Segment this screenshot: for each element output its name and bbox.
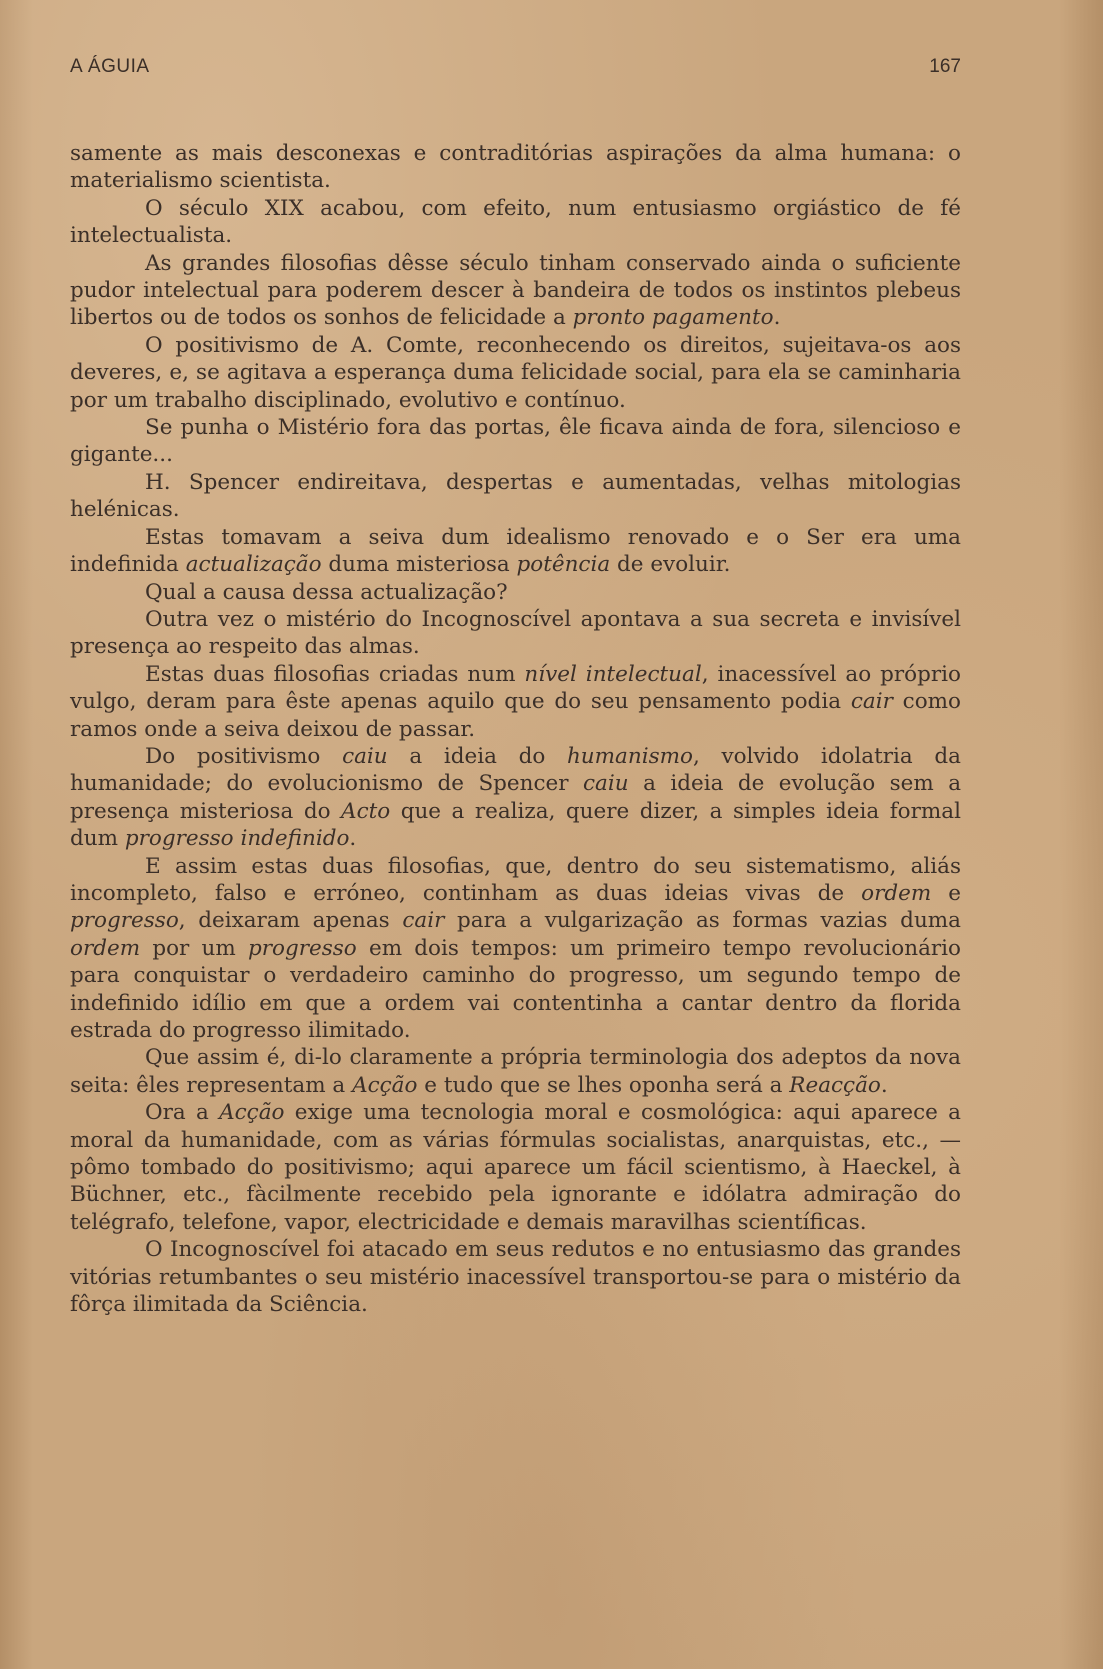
text-run: Se punha o Mistério fora das portas, êle ficava ainda de fora, silencioso e gigante... [70, 415, 961, 468]
text-run: As grandes filosofias dêsse século tinham conservado ainda o suficiente pudor intelectual para poderem descer à bandeira de todos os instintos plebeus libertos ou de todos os sonhos de felicidade a [70, 250, 961, 331]
italic-text-run: ordem [70, 935, 141, 961]
italic-text-run: ordem [861, 880, 932, 906]
paragraph [70, 853, 961, 1045]
text-run: exige uma tecnologia moral e cosmológica: aqui aparece a moral da humanidade, com as várias fórmulas socialistas, anarquistas, etc., — pômo tombado do positivismo; aqui aparece um fácil scientismo, à Haeckel, à Büchner, etc., fàcilmente recebido pela ignorante e idólatra admiração do telégrafo, telefone, vapor, electricidade e demais maravilhas scientíficas. [70, 1100, 961, 1235]
italic-text-run: humanismo [566, 743, 693, 769]
paragraph [70, 606, 961, 661]
italic-text-run: Reacção [789, 1072, 881, 1098]
italic-text-run: nível intelectual [524, 661, 702, 687]
italic-text-run: caiu [583, 771, 629, 797]
text-run: O positivismo de A. Comte, reconhecendo os direitos, sujeitava-os aos deveres, e, se agitava a esperança duma felicidade social, para ela se caminharia por um trabalho disciplinado, evolutivo e contínuo. [70, 332, 961, 413]
text-run: , inacessível ao próprio vulgo, deram para êste apenas aquilo que do seu pensamento podia [70, 661, 961, 715]
italic-text-run: progresso [247, 935, 357, 961]
italic-text-run: Acção [352, 1072, 418, 1098]
text-run: H. Spencer endireitava, despertas e aumentadas, velhas mitologias helénicas. [70, 469, 961, 523]
text-run: e tudo que se lhes oponha será a [417, 1072, 790, 1098]
text-run: e [931, 880, 961, 906]
italic-text-run: pronto pagamento [572, 305, 774, 331]
page-number: 167 [929, 56, 961, 77]
text-run: para a vulgarização as formas vazias duma [444, 908, 961, 934]
italic-text-run: progresso [70, 908, 179, 934]
paragraph [70, 469, 961, 524]
text-run: , deixaram apenas [178, 908, 403, 934]
text-run: que a realiza, quere dizer, a simples ideia formal dum [70, 798, 961, 852]
text-run: O Incognoscível foi atacado em seus redutos e no entusiasmo das grandes vitórias retumbantes o seu mistério inacessível transportou-se para o mistério da fôrça ilimitada da Sciência. [70, 1237, 961, 1318]
text-run: a ideia de evolução sem a presença misteriosa do [70, 771, 962, 824]
paragraph [70, 1044, 961, 1099]
paragraph [70, 1236, 961, 1318]
italic-text-run: cair [402, 908, 445, 934]
text-run: E assim estas duas filosofias, que, dentro do seu sistematismo, aliás incompleto, falso e erróneo, continham as duas ideias vivas de [70, 853, 961, 906]
italic-text-run: cair [850, 689, 893, 715]
paragraph [70, 1099, 961, 1236]
paragraph [70, 661, 961, 743]
paragraph [70, 140, 961, 195]
article-body [70, 140, 961, 1318]
text-run: samente as mais desconexas e contraditórias aspirações da alma humana: o materialismo scientista. [70, 141, 961, 194]
text-run: Outra vez o mistério do Incognoscível apontava a sua secreta e invisível presença ao respeito das almas. [70, 606, 961, 660]
text-run: . [773, 305, 781, 331]
text-run: . [349, 826, 357, 852]
italic-text-run: potência [516, 552, 611, 578]
text-run: Que assim é, di-lo claramente a própria terminologia dos adeptos da nova seita: êles representam a [70, 1045, 961, 1098]
text-run: Qual a causa dessa actualização? [145, 579, 508, 605]
text-run: duma misteriosa [321, 552, 517, 578]
paragraph [70, 524, 961, 579]
text-run: Estas tomavam a seiva dum idealismo renovado e o Ser era uma indefinida [70, 524, 961, 578]
text-run: por um [140, 935, 248, 961]
paragraph [70, 579, 961, 606]
italic-text-run: progresso indefinido [124, 826, 350, 852]
text-run: de evoluir. [610, 552, 731, 578]
running-header [70, 56, 961, 86]
italic-text-run: actualização [185, 552, 322, 578]
text-run: Ora a [145, 1100, 220, 1126]
paragraph [70, 195, 961, 250]
italic-text-run: caiu [342, 743, 388, 769]
text-run: Do positivismo [145, 743, 343, 769]
text-run: a ideia do [387, 743, 567, 769]
paragraph [70, 743, 961, 853]
paragraph [70, 414, 961, 469]
italic-text-run: Acção [219, 1100, 285, 1126]
text-run: . [880, 1072, 888, 1098]
text-run: , volvido idolatria da humanidade; do evolucionismo de Spencer [70, 743, 961, 797]
journal-title: A ÁGUIA [70, 56, 150, 77]
text-run: como ramos onde a seiva deixou de passar. [70, 689, 961, 742]
paragraph [70, 250, 961, 332]
text-run: Estas duas filosofias criadas num [145, 661, 525, 687]
text-run: em dois tempos: um primeiro tempo revolucionário para conquistar o verdadeiro caminho do progresso, um segundo tempo de indefinido idílio em que a ordem vai contentinha a cantar dentro da florida estrada do progresso ilimitado. [70, 935, 961, 1043]
text-run: O século XIX acabou, com efeito, num entusiasmo orgiástico de fé intelectualista. [70, 195, 961, 249]
italic-text-run: Acto [341, 798, 391, 824]
paragraph [70, 332, 961, 414]
